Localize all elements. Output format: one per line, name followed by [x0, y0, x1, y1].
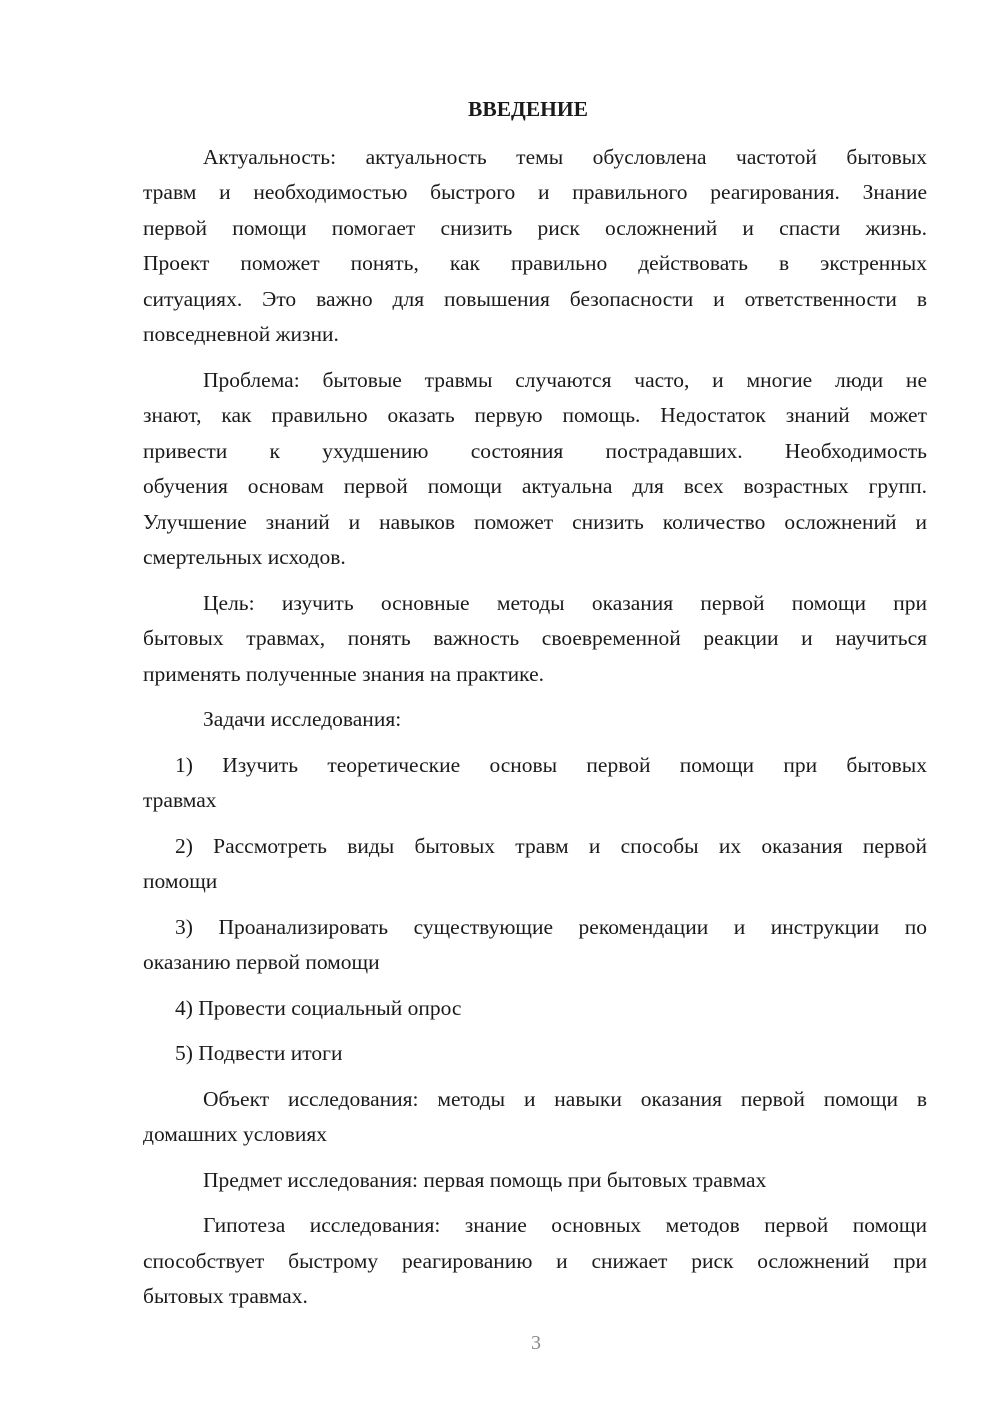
- text-line: привести к ухудшению состояния пострадавших. Необходимость: [143, 438, 927, 463]
- paragraph: [143, 1082, 927, 1153]
- text-line: бытовых травмах, понять важность своевременной реакции и научиться: [143, 626, 927, 650]
- text-line: 1) Изучить теоретические основы первой помощи при бытовых: [175, 752, 927, 777]
- paragraph: [143, 363, 927, 576]
- document-page: [143, 92, 927, 1325]
- text-line: 2) Рассмотреть виды бытовых травм и способы их оказания первой: [175, 833, 927, 858]
- text-line: знают, как правильно оказать первую помощь. Недостаток знаний может: [143, 403, 927, 427]
- text-line: домашних условиях: [143, 1122, 328, 1146]
- text-line: бытовых травмах.: [143, 1284, 308, 1308]
- text-line: Актуальность: актуальность темы обусловлена частотой бытовых: [203, 144, 927, 169]
- text-line: Объект исследования: методы и навыки оказания первой помощи в: [203, 1086, 927, 1111]
- paragraph: [143, 1036, 927, 1072]
- text-line: повседневной жизни.: [143, 322, 339, 346]
- text-line: ситуациях. Это важно для повышения безопасности и ответственности в: [143, 286, 927, 311]
- text-line: Гипотеза исследования: знание основных методов первой помощи: [203, 1213, 927, 1237]
- paragraph: [143, 748, 927, 819]
- text-line: способствует быстрому реагированию и снижает риск осложнений при: [143, 1248, 927, 1273]
- text-line: Улучшение знаний и навыков поможет снизить количество осложнений и: [143, 509, 927, 534]
- text-line: помощи: [143, 869, 218, 893]
- paragraph: [143, 829, 927, 900]
- text-line: Задачи исследования:: [203, 707, 402, 731]
- paragraph: [143, 1163, 927, 1199]
- text-line: Предмет исследования: первая помощь при бытовых травмах: [203, 1167, 767, 1192]
- paragraph: [143, 586, 927, 693]
- paragraph: [143, 1208, 927, 1315]
- section-heading: ВВЕДЕНИЕ: [468, 97, 588, 121]
- text-line: применять полученные знания на практике.: [143, 661, 544, 686]
- text-line: Цель: изучить основные методы оказания первой помощи при: [203, 590, 927, 615]
- text-line: 4) Провести социальный опрос: [175, 995, 462, 1020]
- text-line: обучения основам первой помощи актуальна для всех возрастных групп.: [143, 474, 927, 498]
- paragraph: [143, 702, 927, 738]
- text-line: оказанию первой помощи: [143, 950, 380, 974]
- text-line: 5) Подвести итоги: [175, 1041, 343, 1065]
- text-line: Проект поможет понять, как правильно действовать в экстренных: [143, 251, 927, 275]
- page-number: 3: [531, 1332, 541, 1354]
- text-line: Проблема: бытовые травмы случаются часто, и многие люди не: [203, 367, 927, 392]
- paragraph: [143, 140, 927, 353]
- text-line: 3) Проанализировать существующие рекомендации и инструкции по: [175, 914, 927, 939]
- text-line: первой помощи помогает снизить риск осложнений и спасти жизнь.: [143, 215, 927, 240]
- paragraph: [143, 991, 927, 1027]
- text-line: смертельных исходов.: [143, 545, 346, 569]
- paragraph: [143, 910, 927, 981]
- document-body: [143, 140, 927, 1315]
- text-line: травм и необходимостью быстрого и правильного реагирования. Знание: [143, 180, 927, 204]
- text-line: травмах: [143, 788, 217, 812]
